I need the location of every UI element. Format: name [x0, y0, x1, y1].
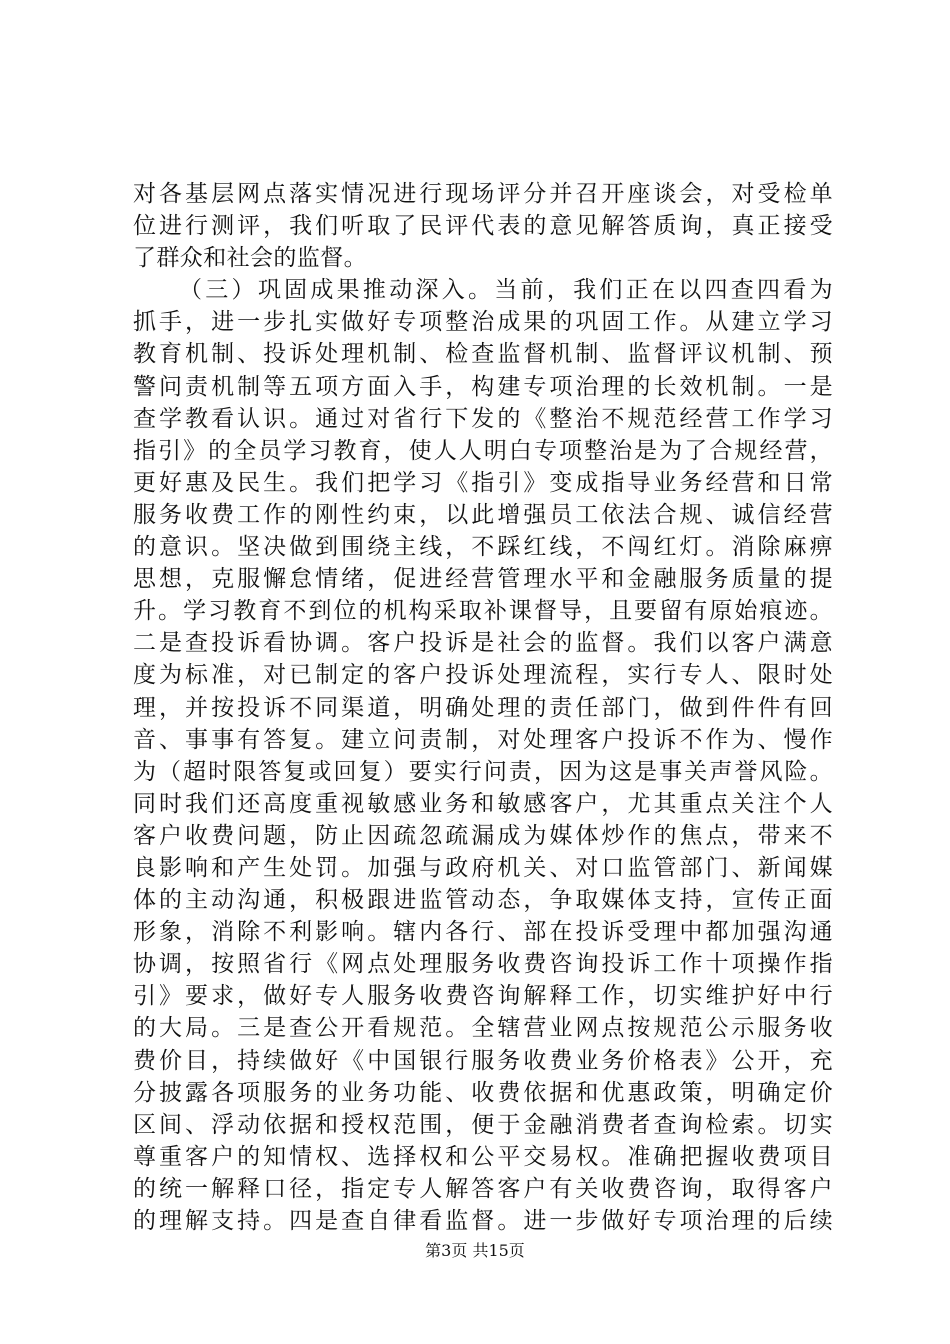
- text-line: 区间、浮动依据和授权范围，便于金融消费者查询检索。切实: [133, 1111, 833, 1138]
- text-line: 的意识。坚决做到围绕主线，不踩红线，不闯红灯。消除麻痹: [133, 534, 833, 561]
- text-line: 的统一解释口径，指定专人解答客户有关收费咨询，取得客户: [133, 1175, 833, 1202]
- text-line: 警问责机制等五项方面入手，构建专项治理的长效机制。一是: [133, 373, 833, 400]
- text-line: 的大局。三是查公开看规范。全辖营业网点按规范公示服务收: [133, 1015, 833, 1042]
- text-line: 的理解支持。四是查自律看监督。进一步做好专项治理的后续: [133, 1208, 833, 1234]
- text-line: 音、事事有答复。建立问责制，对处理客户投诉不作为、慢作: [133, 726, 833, 753]
- text-line: 指引》的全员学习教育，使人人明白专项整治是为了合规经营，: [133, 437, 833, 464]
- page-footer: 第3页 共15页: [425, 1241, 525, 1260]
- text-line: 同时我们还高度重视敏感业务和敏感客户，尤其重点关注个人: [133, 790, 833, 817]
- text-line: 对各基层网点落实情况进行现场评分并召开座谈会，对受检单: [133, 181, 833, 207]
- text-line: 查学教看认识。通过对省行下发的《整治不规范经营工作学习: [133, 405, 833, 432]
- text-line: 尊重客户的知情权、选择权和公平交易权。准确把握收费项目: [133, 1143, 833, 1170]
- text-line: 为（超时限答复或回复）要实行问责，因为这是事关声誉风险。: [133, 758, 833, 785]
- text-line: 思想，克服懈怠情绪，促进经营管理水平和金融服务质量的提: [133, 566, 833, 593]
- text-line: 教育机制、投诉处理机制、检查监督机制、监督评议机制、预: [133, 341, 833, 368]
- text-line: 理，并按投诉不同渠道，明确处理的责任部门，做到件件有回: [133, 694, 833, 721]
- body-text: [133, 178, 833, 1237]
- text-line: 升。学习教育不到位的机构采取补课督导，且要留有原始痕迹。: [133, 598, 833, 625]
- text-line: 引》要求，做好专人服务收费咨询解释工作，切实维护好中行: [133, 983, 833, 1010]
- text-line: 分披露各项服务的业务功能、收费依据和优惠政策，明确定价: [133, 1079, 833, 1106]
- text-line: 客户收费问题，防止因疏忽疏漏成为媒体炒作的焦点，带来不: [133, 822, 833, 849]
- text-line: 服务收费工作的刚性约束，以此增强员工依法合规、诚信经营: [133, 501, 833, 528]
- text-line: 形象，消除不利影响。辖内各行、部在投诉受理中都加强沟通: [133, 919, 833, 946]
- text-line: 了群众和社会的监督。: [133, 245, 367, 272]
- text-line: 费价目，持续做好《中国银行服务收费业务价格表》公开，充: [133, 1047, 833, 1074]
- text-line: 良影响和产生处罚。加强与政府机关、对口监管部门、新闻媒: [133, 854, 833, 881]
- text-line: 度为标准，对已制定的客户投诉处理流程，实行专人、限时处: [133, 662, 833, 689]
- text-line: 位进行测评，我们听取了民评代表的意见解答质询，真正接受: [133, 213, 833, 240]
- text-line: （三）巩固成果推动深入。当前，我们正在以四查四看为: [179, 277, 833, 304]
- text-line: 更好惠及民生。我们把学习《指引》变成指导业务经营和日常: [133, 469, 833, 496]
- text-line: 抓手，进一步扎实做好专项整治成果的巩固工作。从建立学习: [133, 309, 833, 336]
- text-line: 二是查投诉看协调。客户投诉是社会的监督。我们以客户满意: [133, 630, 833, 657]
- text-line: 体的主动沟通，积极跟进监管动态，争取媒体支持，宣传正面: [133, 887, 833, 914]
- text-line: 协调，按照省行《网点处理服务收费咨询投诉工作十项操作指: [133, 951, 833, 978]
